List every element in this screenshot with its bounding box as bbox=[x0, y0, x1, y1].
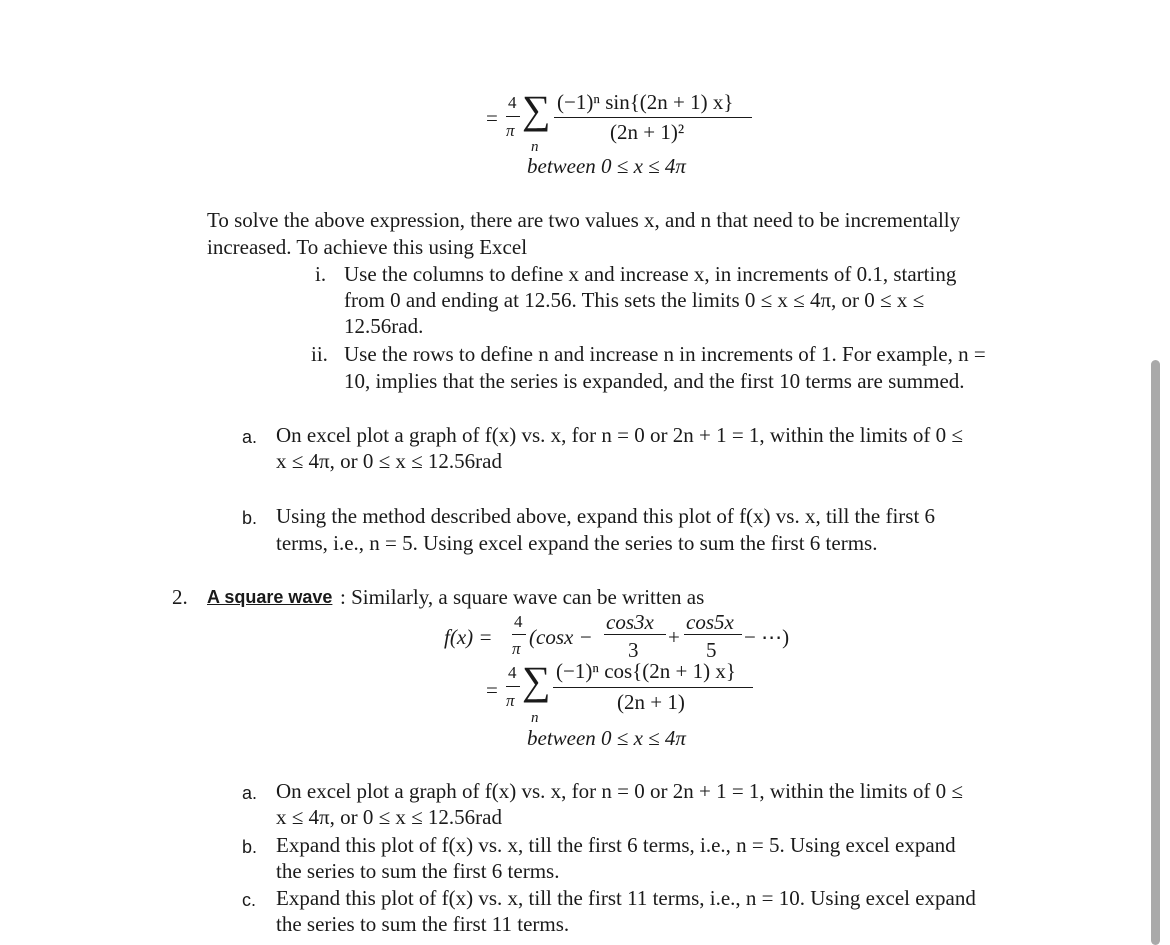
list-line: from 0 and ending at 12.56. This sets the limits 0 ≤ x ≤ 4π, or 0 ≤ x ≤ bbox=[344, 288, 925, 312]
list-line: terms, i.e., n = 5. Using excel expand the series to sum the first 6 terms. bbox=[276, 531, 878, 555]
section-intro-text: : Similarly, a square wave can be written as bbox=[340, 585, 705, 609]
list-line: 10, implies that the series is expanded, and the first 10 terms are summed. bbox=[344, 369, 965, 393]
list-line: Expand this plot of f(x) vs. x, till the first 6 terms, i.e., n = 5. Using excel expand bbox=[276, 833, 956, 857]
list-line: Use the rows to define n and increase n in increments of 1. For example, n = bbox=[344, 342, 986, 366]
list-marker: a. bbox=[242, 783, 258, 803]
eq2-frac2-numerator: cos5x bbox=[686, 610, 734, 634]
eq1-denominator: (2n + 1)² bbox=[610, 120, 685, 144]
eq1-equals: = bbox=[486, 106, 498, 130]
list-line: Use the columns to define x and increase x, in increments of 0.1, starting bbox=[344, 262, 957, 286]
eq2-coef-bar bbox=[512, 634, 526, 635]
eq1-coef-bar bbox=[506, 116, 520, 117]
list-line: On excel plot a graph of f(x) vs. x, for n = 0 or 2n + 1 = 1, within the limits of 0 ≤ bbox=[276, 423, 963, 447]
eq2-frac1-numerator: cos3x bbox=[606, 610, 654, 634]
list-marker: i. bbox=[315, 262, 327, 286]
list-marker: b. bbox=[242, 508, 258, 528]
eq2-frac1-denominator: 3 bbox=[628, 638, 639, 662]
eq1-range: between 0 ≤ x ≤ 4π bbox=[527, 154, 686, 178]
list-line: Expand this plot of f(x) vs. x, till the first 11 terms, i.e., n = 10. Using excel expand bbox=[276, 886, 976, 910]
eq3-numerator: (−1)ⁿ cos{(2n + 1) x} bbox=[556, 659, 736, 683]
eq2-frac1-bar bbox=[604, 634, 666, 635]
eq2-open-term: (cosx − bbox=[529, 625, 593, 649]
eq3-equals: = bbox=[486, 678, 498, 702]
list-marker: c. bbox=[242, 890, 257, 910]
list-line: Using the method described above, expand this plot of f(x) vs. x, till the first 6 bbox=[276, 504, 936, 528]
eq3-fraction-bar bbox=[553, 687, 753, 688]
eq3-coef-bar bbox=[506, 686, 520, 687]
eq2-coef-numerator: 4 bbox=[514, 612, 523, 631]
eq3-coef-denominator: π bbox=[506, 691, 515, 710]
section-title: A square wave bbox=[207, 587, 333, 607]
list-marker: a. bbox=[242, 427, 258, 447]
eq2-lhs: f(x) = bbox=[444, 625, 493, 649]
eq3-range: between 0 ≤ x ≤ 4π bbox=[527, 726, 686, 750]
list-marker: b. bbox=[242, 837, 258, 857]
list-marker: ii. bbox=[311, 342, 328, 366]
eq1-coef-denominator: π bbox=[506, 121, 515, 140]
list-line: 12.56rad. bbox=[344, 314, 424, 338]
list-line: x ≤ 4π, or 0 ≤ x ≤ 12.56rad bbox=[276, 805, 502, 829]
eq2-frac2-denominator: 5 bbox=[706, 638, 717, 662]
eq3-coef-numerator: 4 bbox=[508, 663, 517, 682]
eq1-coef-numerator: 4 bbox=[508, 93, 517, 112]
eq2-tail: − ⋯) bbox=[744, 625, 790, 649]
intro-line-2: increased. To achieve this using Excel bbox=[207, 235, 528, 259]
eq1-fraction-bar bbox=[554, 117, 752, 118]
list-line: the series to sum the first 11 terms. bbox=[276, 912, 570, 936]
section-number: 2. bbox=[172, 585, 188, 609]
list-line: x ≤ 4π, or 0 ≤ x ≤ 12.56rad bbox=[276, 449, 502, 473]
eq2-frac2-bar bbox=[684, 634, 742, 635]
eq2-plus: + bbox=[668, 625, 680, 649]
eq1-numerator: (−1)ⁿ sin{(2n + 1) x} bbox=[557, 90, 734, 114]
eq3-index: n bbox=[531, 710, 539, 726]
list-line: On excel plot a graph of f(x) vs. x, for n = 0 or 2n + 1 = 1, within the limits of 0 ≤ bbox=[276, 779, 963, 803]
eq1-sigma: ∑ bbox=[522, 87, 551, 132]
eq1-index: n bbox=[531, 139, 539, 155]
intro-line-1: To solve the above expression, there are two values x, and n that need to be incrementally bbox=[207, 208, 961, 232]
eq2-coef-denominator: π bbox=[512, 639, 521, 658]
eq3-sigma: ∑ bbox=[522, 658, 551, 703]
eq3-denominator: (2n + 1) bbox=[617, 690, 685, 714]
list-line: the series to sum the first 6 terms. bbox=[276, 859, 560, 883]
vertical-scrollbar-thumb[interactable] bbox=[1151, 360, 1160, 945]
